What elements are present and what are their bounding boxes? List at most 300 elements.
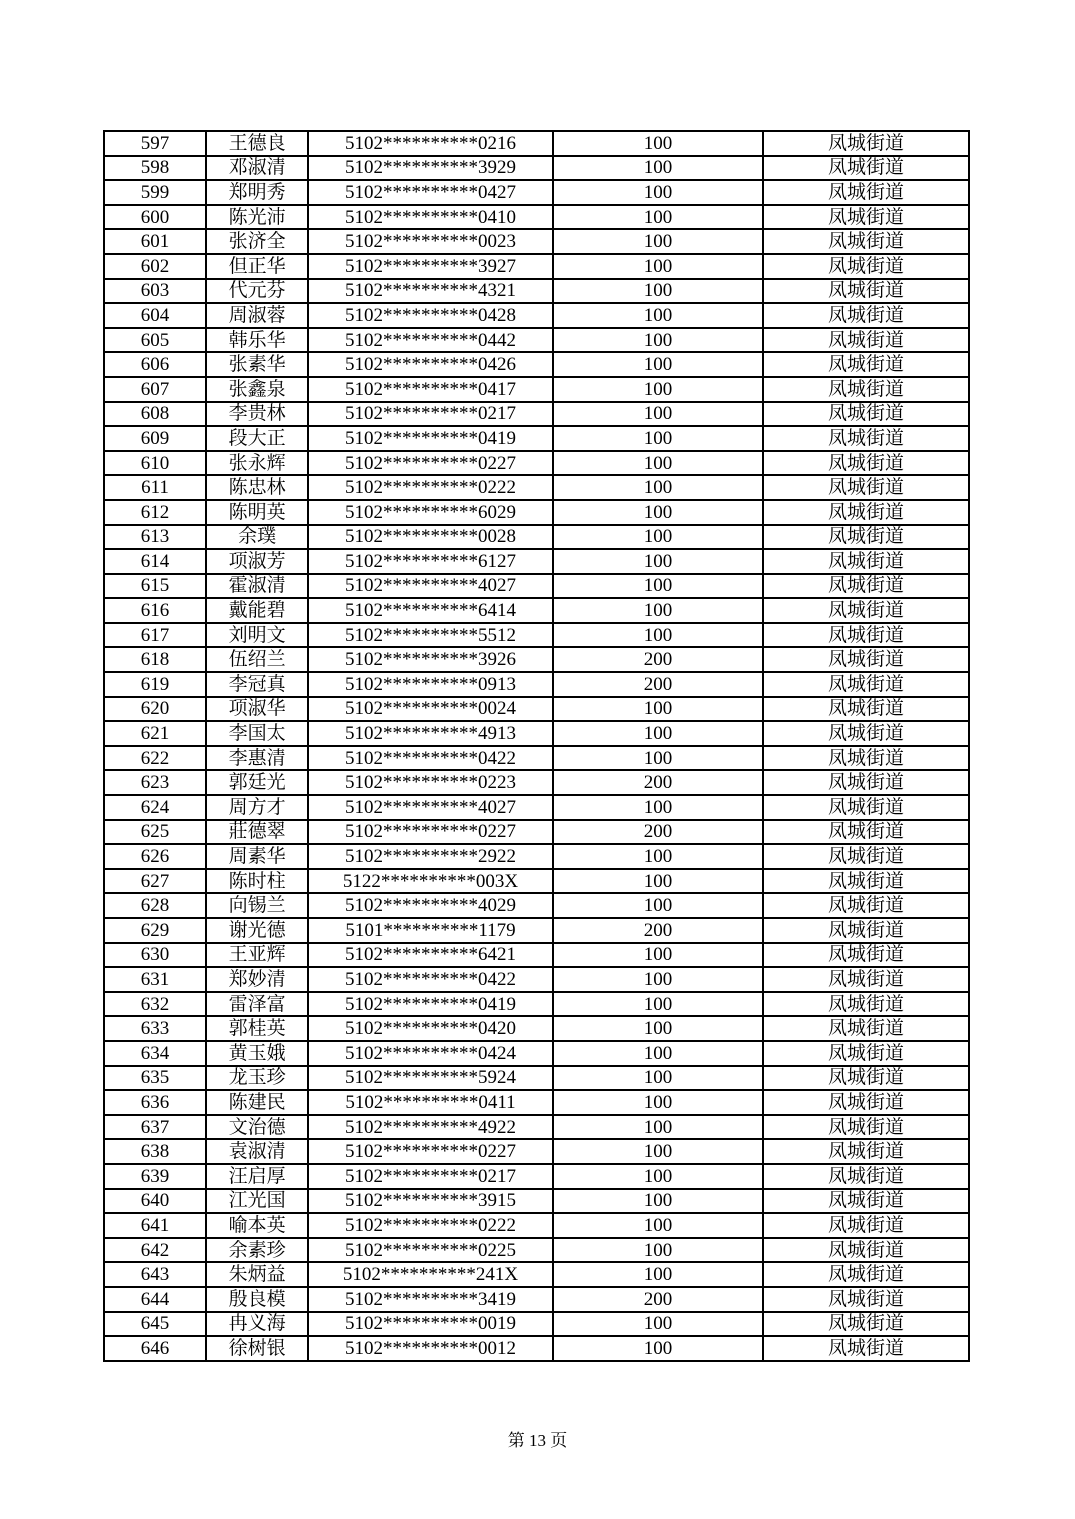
- cell-row-number: 605: [104, 328, 206, 353]
- cell-row-number: 644: [104, 1287, 206, 1312]
- cell-name: 周淑蓉: [206, 303, 308, 328]
- cell-id-number: 5102**********3419: [308, 1287, 553, 1312]
- cell-amount: 100: [553, 844, 763, 869]
- cell-name: 陈明英: [206, 500, 308, 525]
- cell-row-number: 631: [104, 967, 206, 992]
- cell-amount: 200: [553, 770, 763, 795]
- cell-street: 凤城街道: [763, 1238, 969, 1263]
- cell-amount: 100: [553, 451, 763, 476]
- table-row: [104, 229, 969, 254]
- table-row: [104, 254, 969, 279]
- table-row: [104, 1336, 969, 1361]
- cell-amount: 100: [553, 254, 763, 279]
- cell-amount: 100: [553, 795, 763, 820]
- table-row: [104, 795, 969, 820]
- cell-street: 凤城街道: [763, 525, 969, 550]
- cell-street: 凤城街道: [763, 721, 969, 746]
- cell-id-number: 5102**********4922: [308, 1115, 553, 1140]
- cell-street: 凤城街道: [763, 1213, 969, 1238]
- cell-row-number: 607: [104, 377, 206, 402]
- cell-name: 张永辉: [206, 451, 308, 476]
- cell-name: 陈建民: [206, 1090, 308, 1115]
- cell-row-number: 608: [104, 402, 206, 427]
- table-row: [104, 451, 969, 476]
- cell-street: 凤城街道: [763, 254, 969, 279]
- cell-amount: 100: [553, 1115, 763, 1140]
- cell-street: 凤城街道: [763, 1066, 969, 1091]
- cell-row-number: 617: [104, 623, 206, 648]
- cell-id-number: 5102**********4321: [308, 279, 553, 304]
- cell-id-number: 5102**********0217: [308, 1164, 553, 1189]
- cell-name: 李贵林: [206, 402, 308, 427]
- table-row: [104, 328, 969, 353]
- cell-row-number: 630: [104, 943, 206, 968]
- cell-name: 韩乐华: [206, 328, 308, 353]
- cell-id-number: 5102**********0424: [308, 1041, 553, 1066]
- table-row: [104, 1115, 969, 1140]
- table-row: [104, 918, 969, 943]
- cell-amount: 100: [553, 869, 763, 894]
- cell-row-number: 639: [104, 1164, 206, 1189]
- cell-name: 余璞: [206, 525, 308, 550]
- cell-street: 凤城街道: [763, 1041, 969, 1066]
- cell-street: 凤城街道: [763, 1164, 969, 1189]
- table-row: [104, 1041, 969, 1066]
- table-row: [104, 992, 969, 1017]
- table-row: [104, 1066, 969, 1091]
- cell-amount: 100: [553, 943, 763, 968]
- cell-id-number: 5101**********1179: [308, 918, 553, 943]
- cell-id-number: 5102**********0222: [308, 475, 553, 500]
- cell-name: 李冠真: [206, 672, 308, 697]
- cell-name: 雷泽富: [206, 992, 308, 1017]
- cell-street: 凤城街道: [763, 574, 969, 599]
- cell-amount: 100: [553, 1213, 763, 1238]
- cell-name: 陈忠林: [206, 475, 308, 500]
- cell-row-number: 621: [104, 721, 206, 746]
- table-row: [104, 820, 969, 845]
- table-row: [104, 770, 969, 795]
- cell-street: 凤城街道: [763, 746, 969, 771]
- cell-street: 凤城街道: [763, 131, 969, 156]
- table-row: [104, 156, 969, 181]
- cell-street: 凤城街道: [763, 328, 969, 353]
- cell-name: 张鑫泉: [206, 377, 308, 402]
- cell-row-number: 632: [104, 992, 206, 1017]
- cell-id-number: 5102**********0227: [308, 820, 553, 845]
- cell-street: 凤城街道: [763, 672, 969, 697]
- cell-street: 凤城街道: [763, 451, 969, 476]
- table-row: [104, 303, 969, 328]
- table-row: [104, 967, 969, 992]
- cell-id-number: 5102**********0417: [308, 377, 553, 402]
- table-row: [104, 1238, 969, 1263]
- table-row: [104, 574, 969, 599]
- cell-id-number: 5102**********0913: [308, 672, 553, 697]
- cell-name: 霍淑清: [206, 574, 308, 599]
- cell-row-number: 646: [104, 1336, 206, 1361]
- cell-street: 凤城街道: [763, 992, 969, 1017]
- cell-row-number: 645: [104, 1312, 206, 1337]
- cell-id-number: 5102**********0442: [308, 328, 553, 353]
- cell-street: 凤城街道: [763, 1090, 969, 1115]
- table-row: [104, 598, 969, 623]
- cell-name: 邓淑清: [206, 156, 308, 181]
- cell-amount: 100: [553, 500, 763, 525]
- cell-name: 但正华: [206, 254, 308, 279]
- cell-id-number: 5102**********0419: [308, 992, 553, 1017]
- cell-name: 余素珍: [206, 1238, 308, 1263]
- table-row: [104, 746, 969, 771]
- table-row: [104, 1139, 969, 1164]
- cell-name: 莊德翠: [206, 820, 308, 845]
- cell-street: 凤城街道: [763, 1287, 969, 1312]
- table-row: [104, 402, 969, 427]
- cell-row-number: 601: [104, 229, 206, 254]
- cell-amount: 100: [553, 746, 763, 771]
- cell-row-number: 597: [104, 131, 206, 156]
- cell-amount: 100: [553, 1066, 763, 1091]
- cell-street: 凤城街道: [763, 205, 969, 230]
- cell-amount: 100: [553, 574, 763, 599]
- cell-amount: 100: [553, 1262, 763, 1287]
- cell-street: 凤城街道: [763, 795, 969, 820]
- cell-id-number: 5102**********4029: [308, 893, 553, 918]
- cell-street: 凤城街道: [763, 918, 969, 943]
- table-row: [104, 869, 969, 894]
- cell-row-number: 642: [104, 1238, 206, 1263]
- cell-street: 凤城街道: [763, 303, 969, 328]
- cell-row-number: 635: [104, 1066, 206, 1091]
- page-number-footer: 第 13 页: [507, 1431, 568, 1450]
- cell-amount: 100: [553, 475, 763, 500]
- cell-name: 徐树银: [206, 1336, 308, 1361]
- cell-amount: 100: [553, 525, 763, 550]
- cell-id-number: 5122**********003X: [308, 869, 553, 894]
- cell-row-number: 599: [104, 180, 206, 205]
- cell-id-number: 5102**********0019: [308, 1312, 553, 1337]
- cell-id-number: 5102**********6421: [308, 943, 553, 968]
- cell-name: 段大正: [206, 426, 308, 451]
- cell-row-number: 606: [104, 352, 206, 377]
- cell-id-number: 5102**********5924: [308, 1066, 553, 1091]
- cell-amount: 100: [553, 377, 763, 402]
- table-row: [104, 525, 969, 550]
- table-row: [104, 1287, 969, 1312]
- cell-name: 项淑芳: [206, 549, 308, 574]
- cell-name: 刘明文: [206, 623, 308, 648]
- table-row: [104, 475, 969, 500]
- cell-street: 凤城街道: [763, 377, 969, 402]
- cell-id-number: 5102**********3915: [308, 1189, 553, 1214]
- cell-amount: 200: [553, 918, 763, 943]
- cell-amount: 100: [553, 992, 763, 1017]
- cell-row-number: 638: [104, 1139, 206, 1164]
- cell-id-number: 5102**********0223: [308, 770, 553, 795]
- cell-street: 凤城街道: [763, 869, 969, 894]
- cell-id-number: 5102**********3929: [308, 156, 553, 181]
- cell-amount: 100: [553, 623, 763, 648]
- cell-street: 凤城街道: [763, 1336, 969, 1361]
- cell-amount: 100: [553, 303, 763, 328]
- cell-amount: 100: [553, 1312, 763, 1337]
- cell-street: 凤城街道: [763, 820, 969, 845]
- cell-name: 郭廷光: [206, 770, 308, 795]
- cell-name: 李国太: [206, 721, 308, 746]
- cell-name: 李惠清: [206, 746, 308, 771]
- cell-name: 王德良: [206, 131, 308, 156]
- cell-name: 戴能碧: [206, 598, 308, 623]
- cell-id-number: 5102**********0216: [308, 131, 553, 156]
- table-row: [104, 1189, 969, 1214]
- cell-id-number: 5102**********241X: [308, 1262, 553, 1287]
- cell-amount: 100: [553, 967, 763, 992]
- cell-street: 凤城街道: [763, 598, 969, 623]
- cell-id-number: 5102**********0024: [308, 697, 553, 722]
- cell-name: 陈时柱: [206, 869, 308, 894]
- cell-row-number: 603: [104, 279, 206, 304]
- cell-street: 凤城街道: [763, 229, 969, 254]
- cell-amount: 100: [553, 156, 763, 181]
- table-row: [104, 697, 969, 722]
- cell-name: 谢光德: [206, 918, 308, 943]
- cell-amount: 100: [553, 328, 763, 353]
- cell-amount: 100: [553, 131, 763, 156]
- cell-id-number: 5102**********0227: [308, 1139, 553, 1164]
- cell-name: 王亚辉: [206, 943, 308, 968]
- cell-row-number: 604: [104, 303, 206, 328]
- cell-name: 文治德: [206, 1115, 308, 1140]
- cell-name: 张济全: [206, 229, 308, 254]
- cell-street: 凤城街道: [763, 1262, 969, 1287]
- cell-name: 郭桂英: [206, 1016, 308, 1041]
- cell-street: 凤城街道: [763, 770, 969, 795]
- cell-name: 龙玉珍: [206, 1066, 308, 1091]
- cell-row-number: 609: [104, 426, 206, 451]
- cell-street: 凤城街道: [763, 475, 969, 500]
- records-table: [103, 130, 970, 1362]
- cell-name: 项淑华: [206, 697, 308, 722]
- cell-street: 凤城街道: [763, 156, 969, 181]
- cell-id-number: 5102**********0028: [308, 525, 553, 550]
- cell-name: 江光国: [206, 1189, 308, 1214]
- cell-street: 凤城街道: [763, 647, 969, 672]
- cell-street: 凤城街道: [763, 1139, 969, 1164]
- cell-street: 凤城街道: [763, 352, 969, 377]
- cell-id-number: 5102**********0420: [308, 1016, 553, 1041]
- table-row: [104, 943, 969, 968]
- cell-street: 凤城街道: [763, 1189, 969, 1214]
- cell-name: 张素华: [206, 352, 308, 377]
- cell-street: 凤城街道: [763, 967, 969, 992]
- cell-name: 周素华: [206, 844, 308, 869]
- cell-amount: 100: [553, 402, 763, 427]
- cell-amount: 100: [553, 1336, 763, 1361]
- cell-street: 凤城街道: [763, 943, 969, 968]
- table-row: [104, 1090, 969, 1115]
- table-row: [104, 844, 969, 869]
- table-row: [104, 647, 969, 672]
- cell-street: 凤城街道: [763, 426, 969, 451]
- table-row: [104, 352, 969, 377]
- cell-amount: 100: [553, 549, 763, 574]
- cell-amount: 200: [553, 672, 763, 697]
- table-row: [104, 377, 969, 402]
- table-row: [104, 1262, 969, 1287]
- cell-amount: 200: [553, 647, 763, 672]
- cell-row-number: 612: [104, 500, 206, 525]
- cell-row-number: 626: [104, 844, 206, 869]
- cell-row-number: 636: [104, 1090, 206, 1115]
- table-row: [104, 1016, 969, 1041]
- table-row: [104, 180, 969, 205]
- table-row: [104, 426, 969, 451]
- cell-name: 黄玉娥: [206, 1041, 308, 1066]
- cell-amount: 100: [553, 352, 763, 377]
- cell-amount: 100: [553, 1189, 763, 1214]
- cell-row-number: 614: [104, 549, 206, 574]
- cell-amount: 100: [553, 1139, 763, 1164]
- cell-row-number: 628: [104, 893, 206, 918]
- cell-row-number: 600: [104, 205, 206, 230]
- cell-name: 汪启厚: [206, 1164, 308, 1189]
- cell-id-number: 5102**********3926: [308, 647, 553, 672]
- cell-id-number: 5102**********0410: [308, 205, 553, 230]
- cell-amount: 100: [553, 1164, 763, 1189]
- cell-id-number: 5102**********0422: [308, 967, 553, 992]
- cell-street: 凤城街道: [763, 402, 969, 427]
- cell-id-number: 5102**********4027: [308, 795, 553, 820]
- cell-id-number: 5102**********5512: [308, 623, 553, 648]
- cell-row-number: 634: [104, 1041, 206, 1066]
- table-row: [104, 279, 969, 304]
- cell-amount: 100: [553, 1238, 763, 1263]
- cell-row-number: 637: [104, 1115, 206, 1140]
- cell-id-number: 5102**********4027: [308, 574, 553, 599]
- cell-street: 凤城街道: [763, 1016, 969, 1041]
- cell-amount: 100: [553, 893, 763, 918]
- cell-row-number: 618: [104, 647, 206, 672]
- cell-id-number: 5102**********3927: [308, 254, 553, 279]
- table-row: [104, 1164, 969, 1189]
- cell-id-number: 5102**********0225: [308, 1238, 553, 1263]
- cell-street: 凤城街道: [763, 500, 969, 525]
- cell-street: 凤城街道: [763, 844, 969, 869]
- cell-amount: 100: [553, 1090, 763, 1115]
- cell-row-number: 633: [104, 1016, 206, 1041]
- cell-name: 伍绍兰: [206, 647, 308, 672]
- table-row: [104, 893, 969, 918]
- cell-name: 冉义海: [206, 1312, 308, 1337]
- cell-row-number: 643: [104, 1262, 206, 1287]
- cell-row-number: 616: [104, 598, 206, 623]
- cell-street: 凤城街道: [763, 279, 969, 304]
- table-row: [104, 721, 969, 746]
- cell-street: 凤城街道: [763, 697, 969, 722]
- cell-name: 郑妙清: [206, 967, 308, 992]
- cell-name: 向锡兰: [206, 893, 308, 918]
- cell-row-number: 622: [104, 746, 206, 771]
- cell-row-number: 619: [104, 672, 206, 697]
- table-row: [104, 131, 969, 156]
- cell-id-number: 5102**********6029: [308, 500, 553, 525]
- cell-row-number: 627: [104, 869, 206, 894]
- cell-name: 朱炳益: [206, 1262, 308, 1287]
- cell-amount: 100: [553, 426, 763, 451]
- cell-name: 郑明秀: [206, 180, 308, 205]
- table-row: [104, 500, 969, 525]
- cell-name: 袁淑清: [206, 1139, 308, 1164]
- cell-street: 凤城街道: [763, 893, 969, 918]
- cell-street: 凤城街道: [763, 1312, 969, 1337]
- cell-name: 喻本英: [206, 1213, 308, 1238]
- cell-id-number: 5102**********6414: [308, 598, 553, 623]
- cell-street: 凤城街道: [763, 549, 969, 574]
- cell-id-number: 5102**********6127: [308, 549, 553, 574]
- cell-row-number: 620: [104, 697, 206, 722]
- cell-id-number: 5102**********0227: [308, 451, 553, 476]
- cell-name: 陈光沛: [206, 205, 308, 230]
- cell-row-number: 610: [104, 451, 206, 476]
- cell-id-number: 5102**********0428: [308, 303, 553, 328]
- cell-row-number: 623: [104, 770, 206, 795]
- cell-amount: 200: [553, 820, 763, 845]
- cell-street: 凤城街道: [763, 623, 969, 648]
- cell-id-number: 5102**********4913: [308, 721, 553, 746]
- cell-id-number: 5102**********0222: [308, 1213, 553, 1238]
- cell-amount: 100: [553, 279, 763, 304]
- table-row: [104, 1213, 969, 1238]
- cell-name: 周方才: [206, 795, 308, 820]
- cell-id-number: 5102**********2922: [308, 844, 553, 869]
- cell-amount: 100: [553, 1041, 763, 1066]
- cell-row-number: 615: [104, 574, 206, 599]
- table-row: [104, 623, 969, 648]
- cell-row-number: 611: [104, 475, 206, 500]
- cell-row-number: 641: [104, 1213, 206, 1238]
- cell-id-number: 5102**********0012: [308, 1336, 553, 1361]
- cell-id-number: 5102**********0427: [308, 180, 553, 205]
- table-row: [104, 549, 969, 574]
- cell-id-number: 5102**********0426: [308, 352, 553, 377]
- cell-id-number: 5102**********0023: [308, 229, 553, 254]
- cell-amount: 100: [553, 1016, 763, 1041]
- cell-row-number: 598: [104, 156, 206, 181]
- cell-amount: 100: [553, 598, 763, 623]
- cell-amount: 200: [553, 1287, 763, 1312]
- records-table-body: [104, 131, 969, 1361]
- cell-amount: 100: [553, 697, 763, 722]
- cell-street: 凤城街道: [763, 180, 969, 205]
- cell-amount: 100: [553, 229, 763, 254]
- cell-amount: 100: [553, 180, 763, 205]
- cell-row-number: 613: [104, 525, 206, 550]
- table-row: [104, 205, 969, 230]
- cell-row-number: 625: [104, 820, 206, 845]
- table-row: [104, 672, 969, 697]
- cell-row-number: 640: [104, 1189, 206, 1214]
- table-row: [104, 1312, 969, 1337]
- cell-row-number: 624: [104, 795, 206, 820]
- cell-name: 殷良模: [206, 1287, 308, 1312]
- cell-street: 凤城街道: [763, 1115, 969, 1140]
- cell-id-number: 5102**********0419: [308, 426, 553, 451]
- cell-id-number: 5102**********0422: [308, 746, 553, 771]
- cell-row-number: 629: [104, 918, 206, 943]
- cell-name: 代元芬: [206, 279, 308, 304]
- cell-row-number: 602: [104, 254, 206, 279]
- cell-id-number: 5102**********0411: [308, 1090, 553, 1115]
